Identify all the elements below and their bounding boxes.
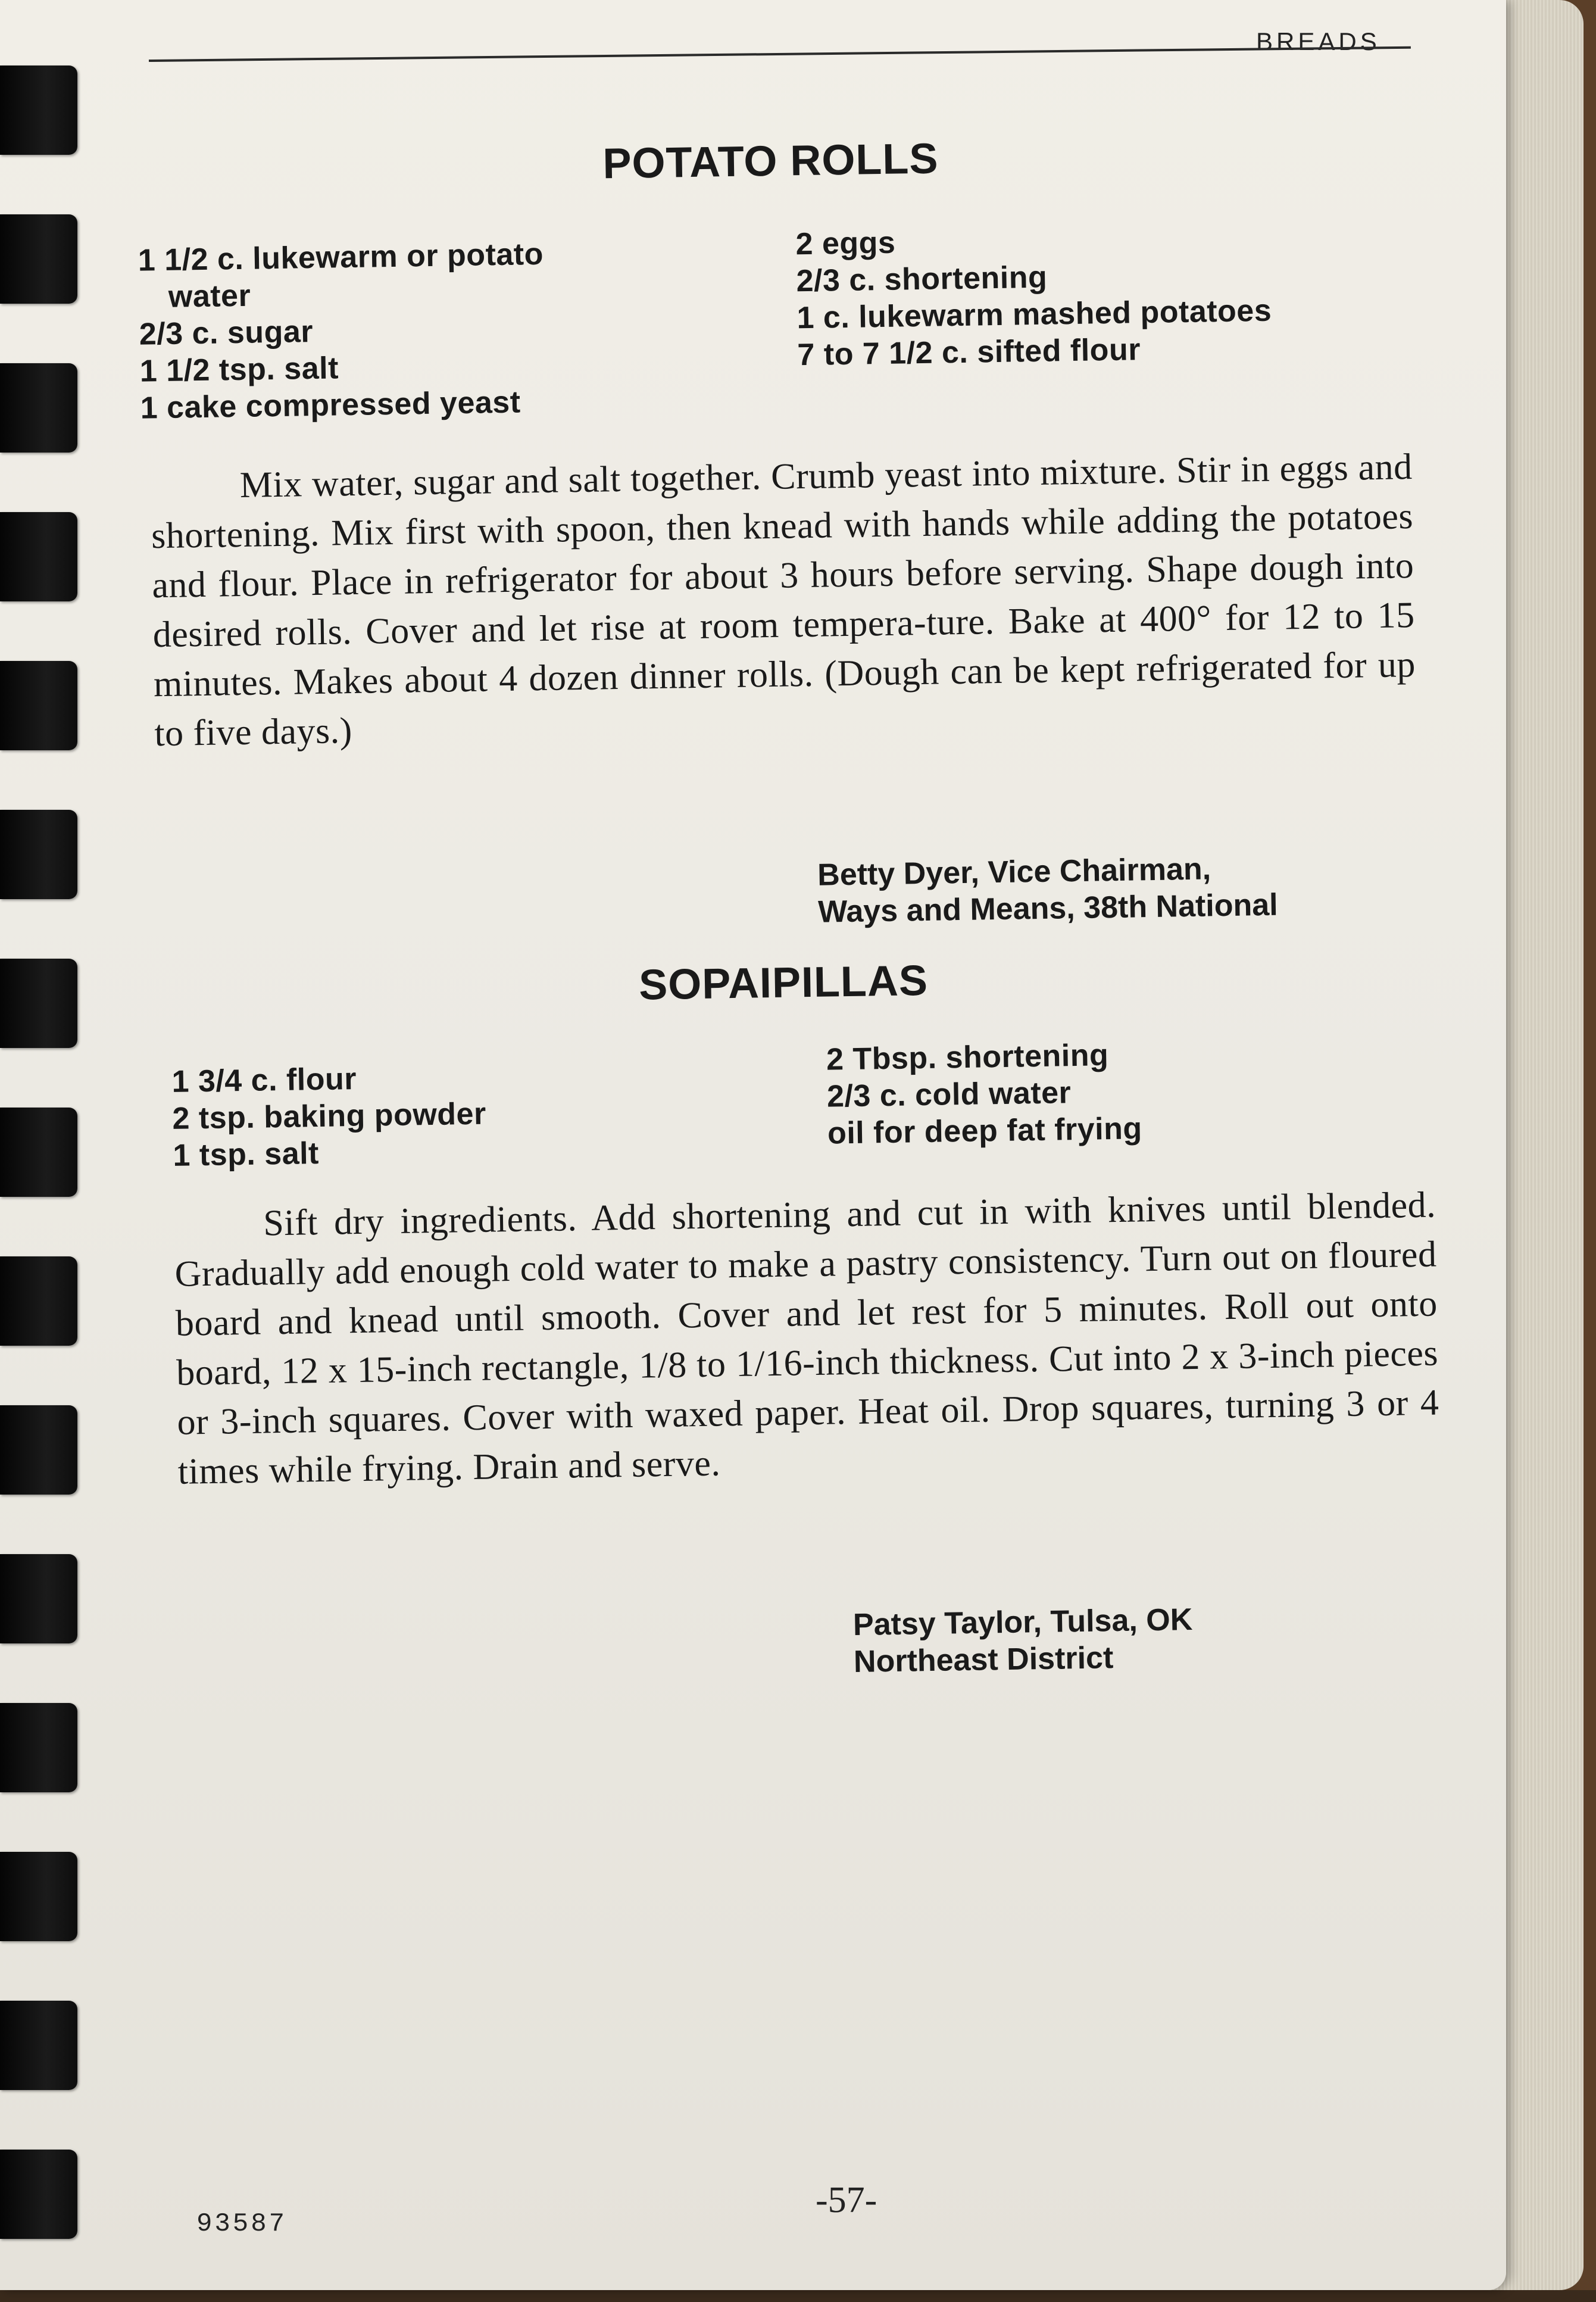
recipe-method — [150, 442, 1417, 759]
method-text: Sift dry ingredients. Add shortening and cut in with knives until blended. Gradually add enough cold water to make a pastry consistency. Turn out on floured board and knead until smooth. Cover and let rest for 5 minutes. Roll out onto board, 12 x 15-inch rectangle, 1/8 to 1/16-inch thickness. Cut into 2 x 3-inch pieces or 3-inch squares. Cover with waxed paper. Heat oil. Drop squares, turning 3 or 4 times while frying. Drain and serve. — [174, 1184, 1439, 1492]
ingredient-item: 1 c. lukewarm mashed potatoes — [797, 293, 1272, 336]
print-code: 93587 — [196, 2209, 288, 2239]
credit-line: Betty Dyer, Vice Chairman, — [817, 851, 1211, 893]
ingredient-item: 7 to 7 1/2 c. sifted flour — [797, 332, 1141, 373]
recipe-credit — [817, 850, 1278, 931]
credit-line: Patsy Taylor, Tulsa, OK — [852, 1602, 1193, 1643]
ingredient-item: 2 eggs — [795, 225, 896, 262]
ingredient-item: 2 Tbsp. shortening — [826, 1038, 1109, 1077]
ingredient-item: 1 1/2 c. lukewarm or potato — [138, 236, 544, 278]
ingredient-item: 1 cake compressed yeast — [140, 385, 521, 426]
ingredient-list-right — [826, 1036, 1142, 1152]
ingredient-item: 1 tsp. salt — [173, 1136, 320, 1173]
recipe-title: POTATO ROLLS — [602, 135, 939, 188]
recipe-title: SOPAIPILLAS — [638, 956, 929, 1009]
page-number: -57- — [816, 2180, 877, 2220]
ingredient-item: 2/3 c. cold water — [826, 1075, 1072, 1114]
method-text: Mix water, sugar and salt together. Crumb yeast into mixture. Stir in eggs and shortening. Mix first with spoon, then knead with hands while adding the potatoes and flour. Place in refrigerator for about 3 hours before serving. Shape dough into desired rolls. Cover and let rise at room tempera-ture. Bake at 400° for 12 to 15 minutes. Makes about 4 dozen dinner rolls. (Dough can be kept refrigerated for up to five days.) — [151, 447, 1416, 754]
recipe-method — [174, 1181, 1441, 1497]
ingredient-item: 1 1/2 tsp. salt — [139, 351, 339, 389]
ingredient-item: water — [168, 278, 251, 314]
credit-line: Ways and Means, 38th National — [817, 887, 1279, 929]
ingredient-item: 1 3/4 c. flour — [171, 1062, 357, 1099]
ingredient-list-right — [795, 219, 1272, 373]
ingredient-item: 2 tsp. baking powder — [172, 1096, 487, 1136]
section-header: BREADS — [1256, 27, 1381, 55]
credit-line: Northeast District — [853, 1640, 1114, 1680]
ingredient-item: oil for deep fat frying — [827, 1111, 1143, 1151]
recipe-credit — [853, 1601, 1194, 1680]
ingredient-list-left — [171, 1059, 487, 1174]
ingredient-item: 2/3 c. sugar — [139, 314, 314, 352]
ingredient-item: 2/3 c. shortening — [796, 260, 1048, 299]
ingredient-list-left — [138, 236, 546, 427]
